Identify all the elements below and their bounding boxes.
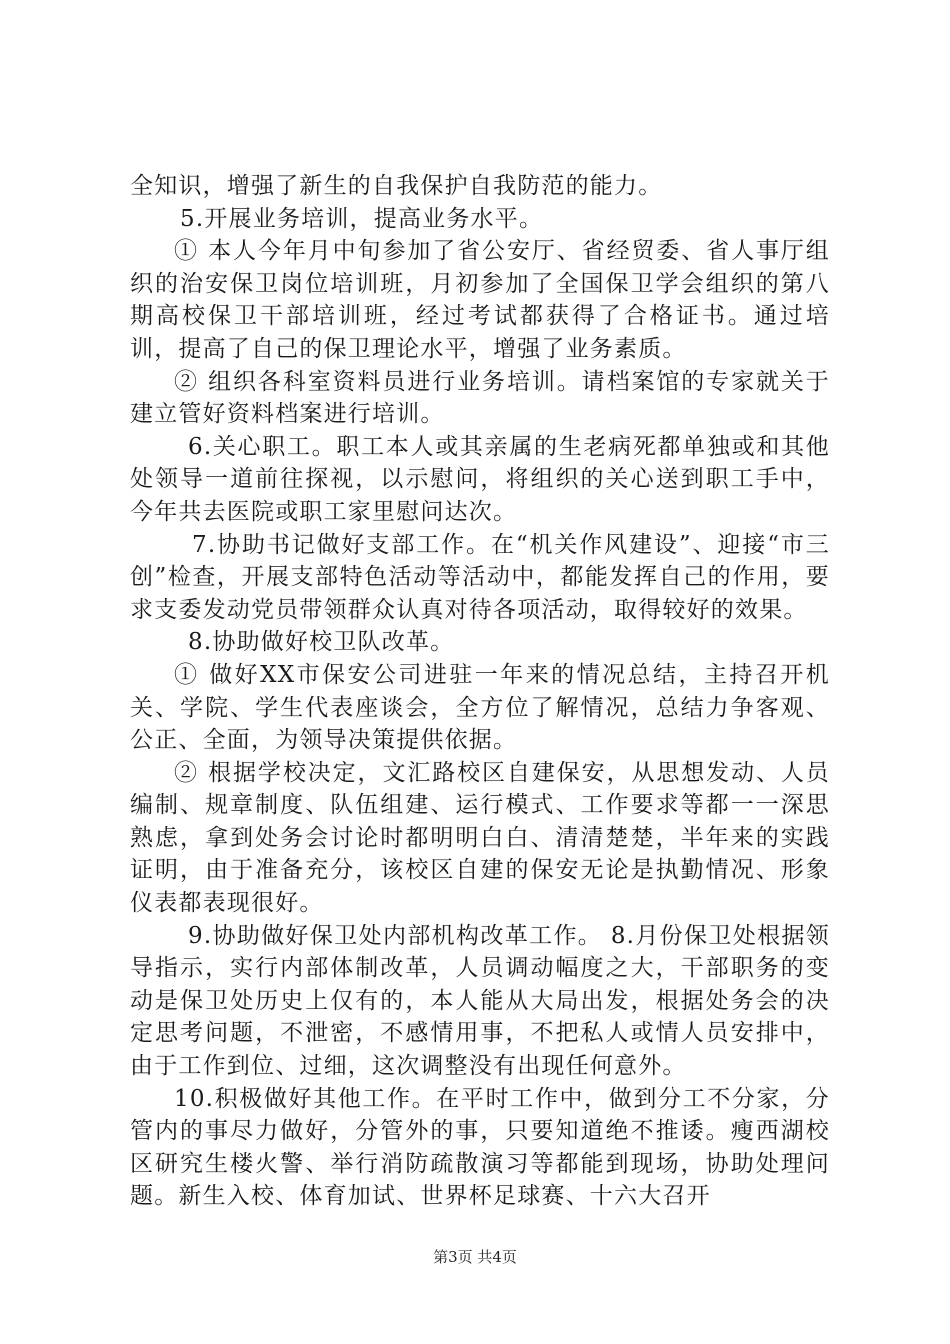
paragraph-item-5-1: ① 本人今年月中旬参加了省公安厅、省经贸委、省人事厅组织的治安保卫岗位培训班，月初参加了全国保卫学会组织的第八期高校保卫干部培训班，经过考试都获得了合格证书。通过培训，提高了自己的保卫理论水平，增强了业务素质。 xyxy=(130,238,830,362)
paragraph-item-8: 8.协助做好校卫队改革。 xyxy=(188,629,455,656)
body-text xyxy=(130,170,830,1213)
paragraph-item-5: 5.开展业务培训，提高业务水平。 xyxy=(180,205,544,232)
paragraph-item-8-1: ① 做好XX市保安公司进驻一年来的情况总结，主持召开机关、学院、学生代表座谈会，全方位了解情况，总结力争客观、公正、全面，为领导决策提供依据。 xyxy=(130,661,830,754)
paragraph-item-8-2: ② 根据学校决定，文汇路校区自建保安，从思想发动、人员编制、规章制度、队伍组建、运行模式、工作要求等都一一深思熟虑，拿到处务会讨论时都明明白白、清清楚楚，半年来的实践证明，由于准备充分，该校区自建的保安无论是执勤情况、形象仪表都表现很好。 xyxy=(130,759,830,917)
paragraph-item-7: 7.协助书记做好支部工作。在“机关作风建设”、迎接“市三创”检查，开展支部特色活动等活动中，都能发挥自己的作用，要求支委发动党员带领群众认真对待各项活动，取得较好的效果。 xyxy=(130,531,830,623)
page-footer: 第3页 共4页 xyxy=(433,1248,517,1266)
paragraph-item-9: 9.协助做好保卫处内部机构改革工作。 8.月份保卫处根据领导指示，实行内部体制改革，人员调动幅度之大，干部职务的变动是保卫处历史上仅有的，本人能从大局出发，根据处务会的决定思考问题，不泄密，不感情用事，不把私人或情人员安排中，由于工作到位、过细，这次调整没有出现任何意外。 xyxy=(130,922,830,1080)
paragraph-continuation: 全知识，增强了新生的自我保护自我防范的能力。 xyxy=(130,173,663,199)
paragraph-item-6: 6.关心职工。职工本人或其亲属的生老病死都单独或和其他处领导一道前往探视，以示慰问，将组织的关心送到职工手中，今年共去医院或职工家里慰问达次。 xyxy=(130,433,830,525)
paragraph-item-10: 10.积极做好其他工作。在平时工作中，做到分工不分家，分管内的事尽力做好，分管外的事，只要知道绝不推诿。瘦西湖校区研究生楼火警、举行消防疏散演习等都能到现场，协助处理问题。新生入校、体育加试、世界杯足球赛、十六大召开 xyxy=(130,1085,830,1210)
paragraph-item-5-2: ② 组织各科室资料员进行业务培训。请档案馆的专家就关于建立管好资料档案进行培训。 xyxy=(130,368,830,428)
